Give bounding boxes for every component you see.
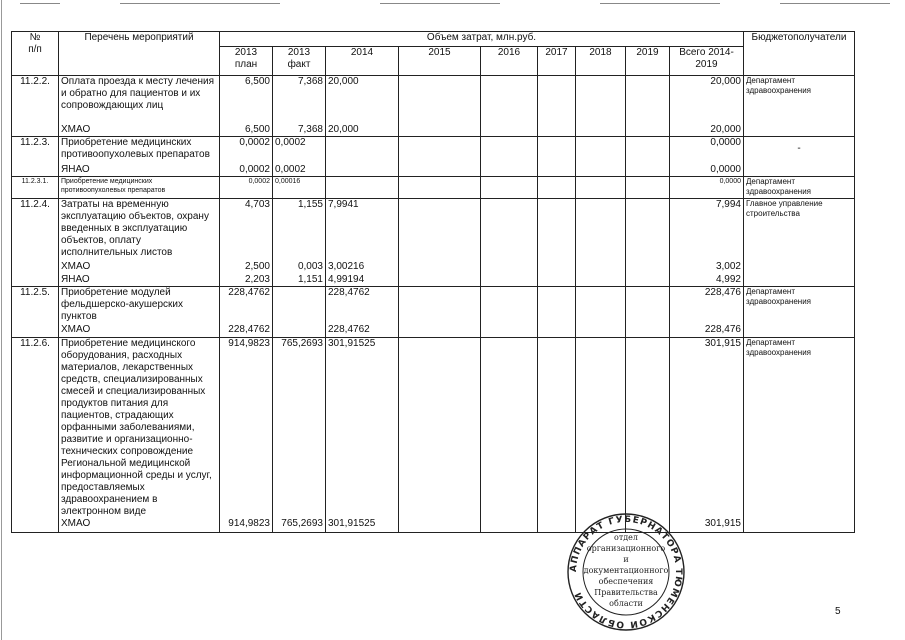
value-2013-fact: 0,0002 (273, 164, 326, 177)
stamp-line: обеспечения (598, 577, 654, 586)
year-header: 2017 (538, 47, 576, 76)
row-number: 11.2.4. (12, 199, 59, 261)
region-name: ХМАО (59, 261, 220, 274)
value-2013-plan: 0,0002 (220, 164, 273, 177)
col-header-volume: Объем затрат, млн.руб. (220, 32, 744, 47)
value-2013-fact: 765,2693 (273, 518, 326, 532)
scan-edge (1, 0, 2, 640)
value-2013-fact: 0,003 (273, 261, 326, 274)
row-number: 11.2.3. (12, 136, 59, 164)
value-2014: 7,9941 (326, 199, 399, 261)
year-header: 2015 (399, 47, 481, 76)
top-rule (600, 3, 720, 4)
col-header-recipients: Бюджетополучатели (744, 32, 855, 76)
value-2013-plan: 228,4762 (220, 287, 273, 324)
value-2014: 228,4762 (326, 324, 399, 338)
value-total: 7,994 (670, 199, 744, 261)
col-header-no: № п/п (12, 32, 59, 76)
year-header: 2016 (481, 47, 538, 76)
value-total: 228,476 (670, 324, 744, 338)
recipient: Департамент здравоохранения (744, 76, 855, 124)
value-total: 0,0000 (670, 177, 744, 199)
activity-name: Приобретение модулей фельдшерско-акушерских пунктов (59, 287, 220, 324)
value-2013-plan: 2,203 (220, 274, 273, 287)
year-header: 2013 план (220, 47, 273, 76)
table-row (12, 124, 855, 137)
region-name: ХМАО (59, 324, 220, 338)
region-name: ХМАО (59, 124, 220, 137)
table-row (12, 338, 855, 519)
value-2013-plan: 228,4762 (220, 324, 273, 338)
activity-name: Оплата проезда к месту лечения и обратно для пациентов и их сопровождающих лиц (59, 76, 220, 124)
value-total: 0,0000 (670, 164, 744, 177)
row-number: 11.2.5. (12, 287, 59, 324)
value-2014: 20,000 (326, 76, 399, 124)
value-2013-plan: 914,9823 (220, 518, 273, 532)
value-2013-fact: 1,151 (273, 274, 326, 287)
value-2013-fact: 765,2693 (273, 338, 326, 519)
region-name: ЯНАО (59, 164, 220, 177)
top-rule (780, 3, 890, 4)
value-2013-fact: 7,368 (273, 76, 326, 124)
value-total: 4,992 (670, 274, 744, 287)
budget-table (11, 31, 855, 533)
stamp-line: области (609, 599, 643, 608)
stamp-line: и (623, 555, 629, 564)
activity-name: Затраты на временную эксплуатацию объектов, охрану введенных в эксплуатацию объектов, оплату исполнительных листов (59, 199, 220, 261)
value-2014: 301,91525 (326, 338, 399, 519)
stamp-ring-text: АППАРАТ ГУБЕРНАТОРА ТЮМЕНСКОЙ ОБЛАСТИ (568, 514, 684, 630)
value-2013-fact: 7,368 (273, 124, 326, 137)
value-2014: 20,000 (326, 124, 399, 137)
value-total: 301,915 (670, 518, 744, 532)
recipient: Департамент здравоохранения (744, 287, 855, 324)
table-row (12, 274, 855, 287)
top-rule (380, 3, 500, 4)
value-total: 20,000 (670, 124, 744, 137)
table-row (12, 164, 855, 177)
recipient: Департамент здравоохранения (744, 338, 855, 519)
value-2013-plan: 0,0002 (220, 136, 273, 164)
region-name: ЯНАО (59, 274, 220, 287)
activity-name: Приобретение медицинских противоопухолевых препаратов (59, 136, 220, 164)
activity-name: Приобретение медицинских противоопухолевых препаратов (59, 177, 220, 199)
value-2013-plan: 2,500 (220, 261, 273, 274)
table-row (12, 324, 855, 338)
value-2013-plan: 4,703 (220, 199, 273, 261)
row-number: 11.2.2. (12, 76, 59, 124)
value-2013-plan: 0,0002 (220, 177, 273, 199)
value-2014: 228,4762 (326, 287, 399, 324)
value-2013-fact: 0,0002 (273, 136, 326, 164)
table-row (12, 287, 855, 324)
value-2013-plan: 914,9823 (220, 338, 273, 519)
recipient: - (744, 136, 855, 164)
value-total: 20,000 (670, 76, 744, 124)
year-header: 2019 (626, 47, 670, 76)
row-number: 11.2.3.1. (12, 177, 59, 199)
value-2013-fact: 0,00016 (273, 177, 326, 199)
year-header: 2018 (576, 47, 626, 76)
recipient: Главное управление строительства (744, 199, 855, 261)
table-row (12, 177, 855, 199)
activity-name: Приобретение медицинского оборудования, расходных материалов, лекарственных средств, специализированных смесей и специализированных продуктов питания для пациентов, страдающих орфанными заболеваниями, развитие и организационно-технических сопровождение Региональной медицинской информационной среды и услуг, предоставляемых здравоохранением в электронном виде (59, 338, 220, 519)
stamp-line: Правительства (594, 588, 658, 597)
official-stamp (560, 513, 692, 631)
region-name: ХМАО (59, 518, 220, 532)
table-row (12, 261, 855, 274)
value-2013-plan: 6,500 (220, 124, 273, 137)
value-total: 228,476 (670, 287, 744, 324)
row-number: 11.2.6. (12, 338, 59, 519)
value-2013-fact: 1,155 (273, 199, 326, 261)
value-2014: 3,00216 (326, 261, 399, 274)
value-total: 301,915 (670, 338, 744, 519)
top-rule (120, 3, 280, 4)
stamp-line: организационного (586, 544, 666, 553)
stamp-line: документационного (583, 566, 669, 575)
value-2014: 301,91525 (326, 518, 399, 532)
year-header: 2014 (326, 47, 399, 76)
stamp-line: отдел (614, 533, 638, 542)
table-row (12, 76, 855, 124)
col-header-name: Перечень мероприятий (59, 32, 220, 76)
year-header: Всего 2014- 2019 (670, 47, 744, 76)
value-total: 0,0000 (670, 136, 744, 164)
year-header: 2013 факт (273, 47, 326, 76)
table-row (12, 518, 855, 532)
value-2014: 4,99194 (326, 274, 399, 287)
table-row (12, 136, 855, 164)
page-number: 5 (835, 606, 841, 617)
recipient: Департамент здравоохранения (744, 177, 855, 199)
value-2013-plan: 6,500 (220, 76, 273, 124)
table-row (12, 199, 855, 261)
value-total: 3,002 (670, 261, 744, 274)
top-rule (20, 3, 60, 4)
